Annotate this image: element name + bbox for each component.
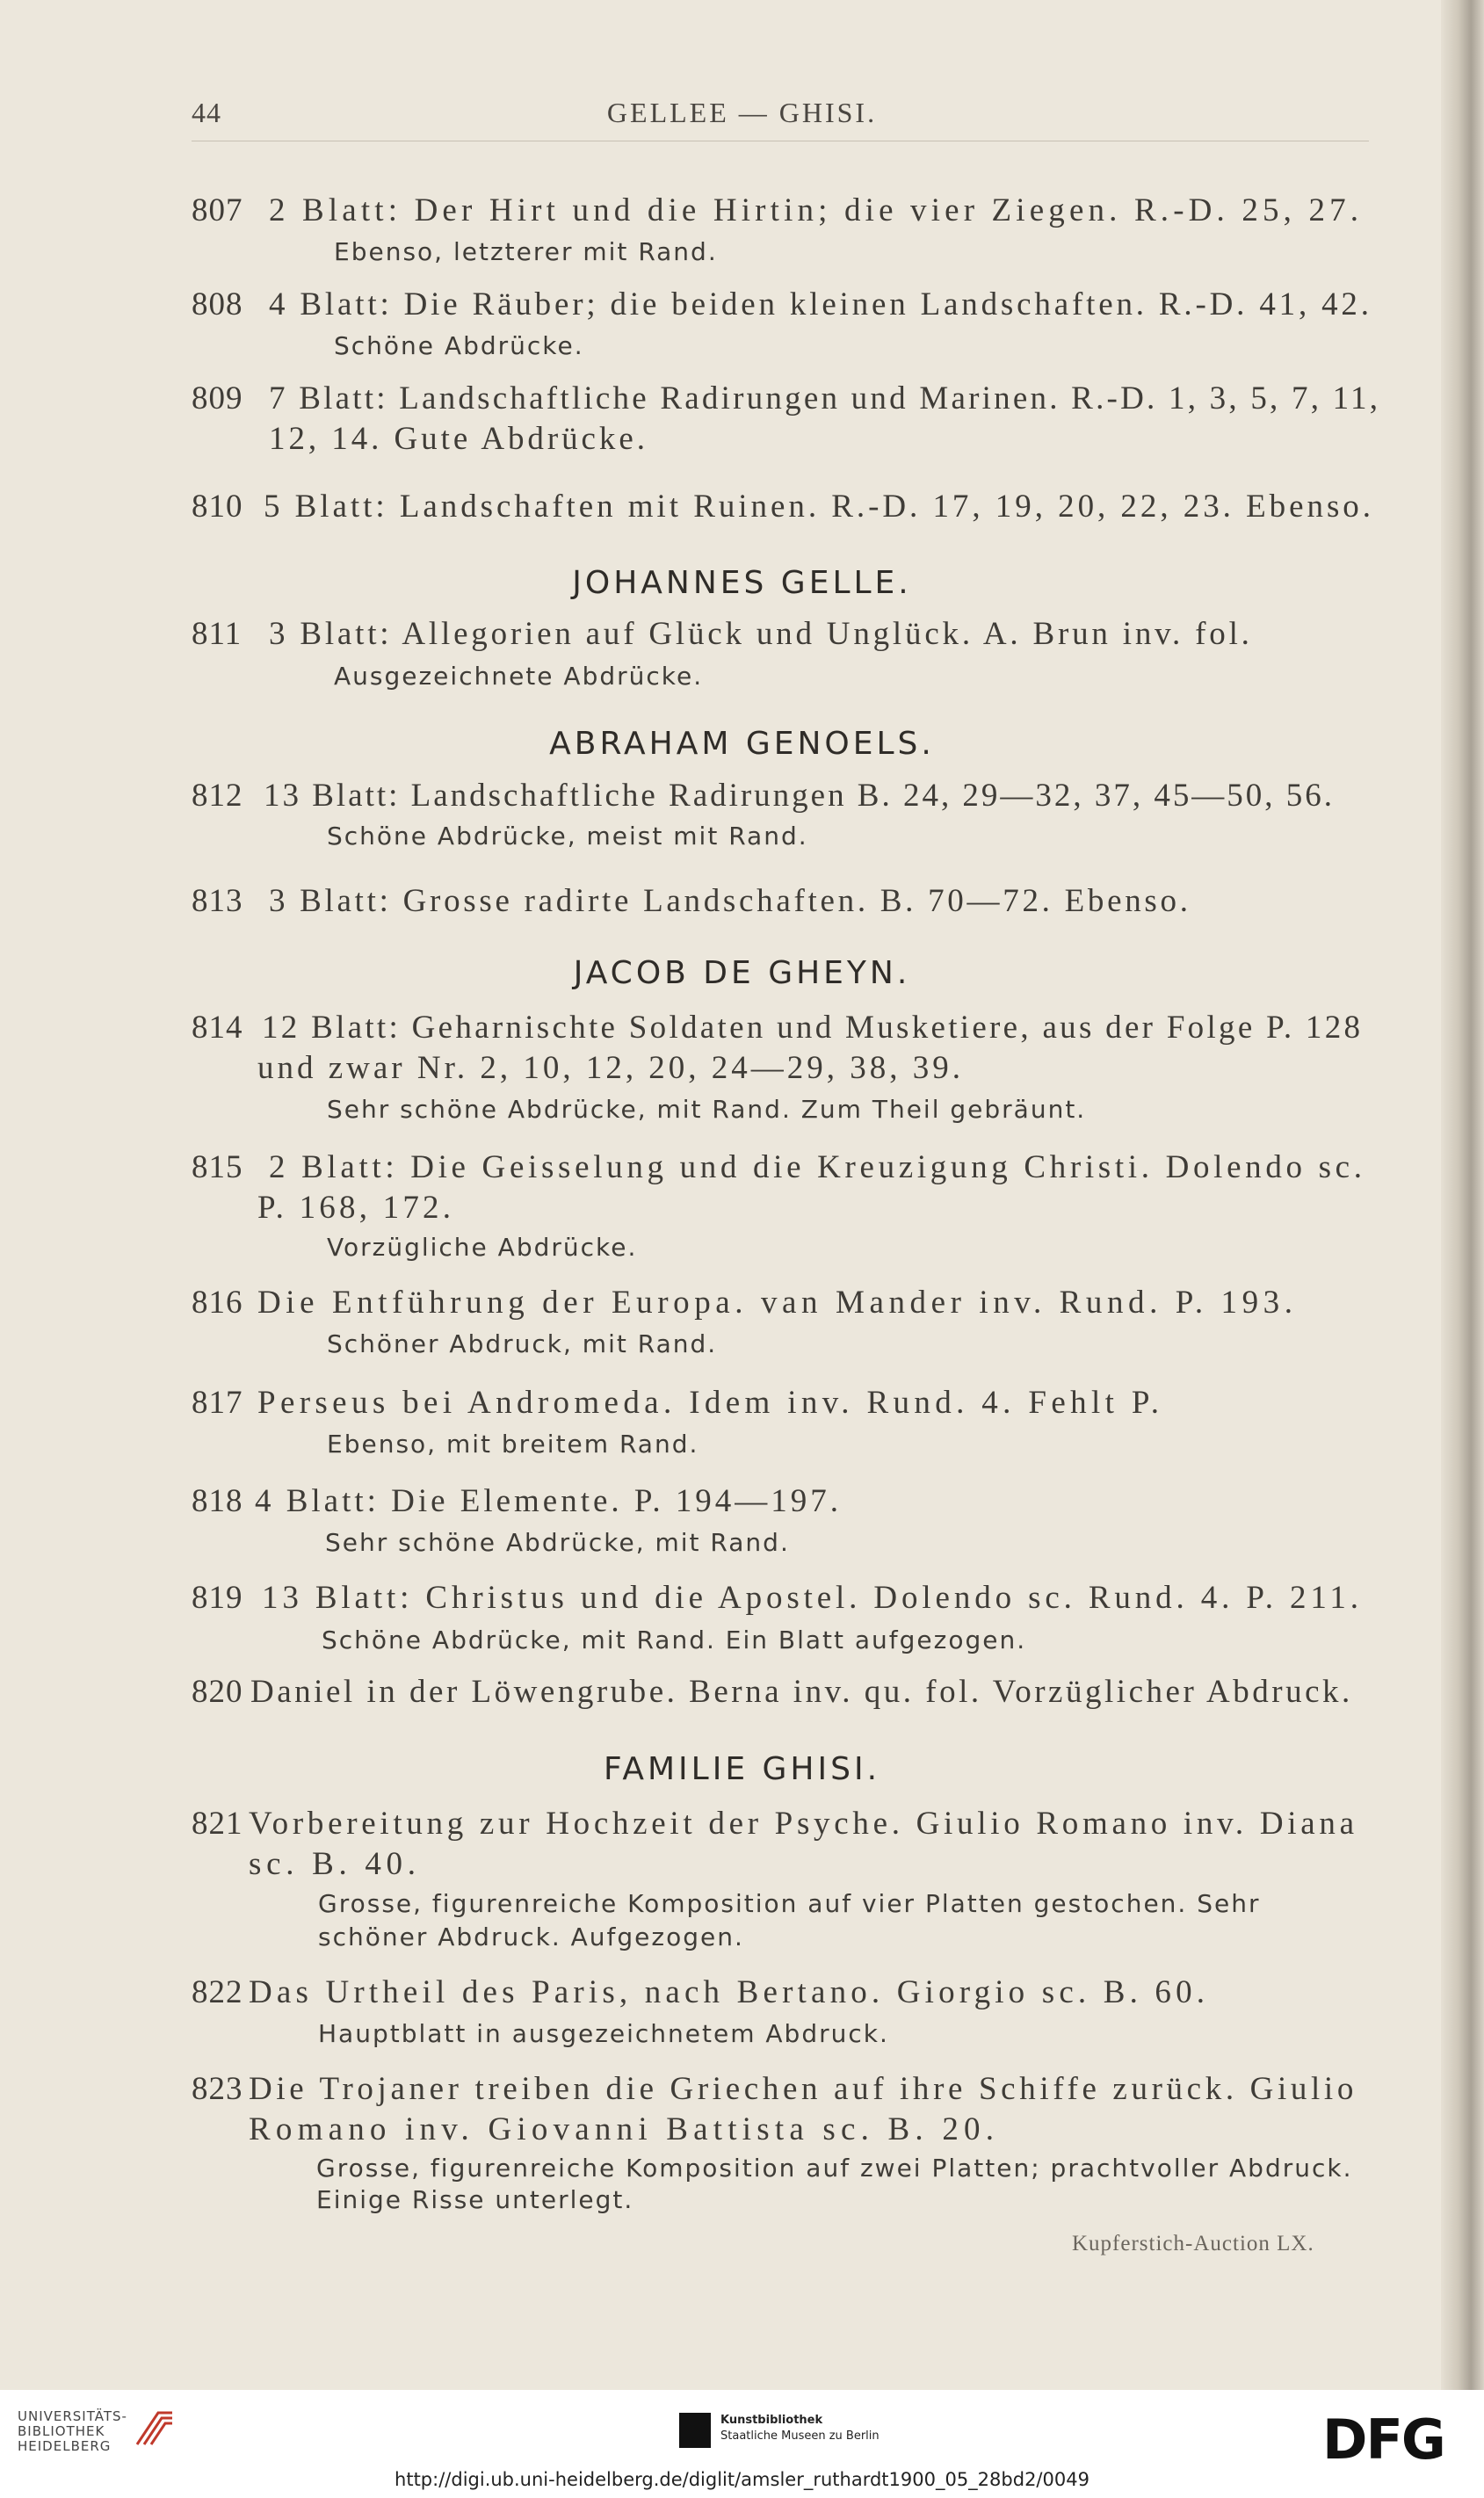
dfg-logo: DFG bbox=[1322, 2407, 1444, 2472]
entry-text-line: 5 Blatt: Landschaften mit Ruinen. R.-D. 17, 19, 20, 22, 23. Ebenso. bbox=[264, 489, 1374, 525]
entry-text-line: 2 Blatt: Die Geisselung und die Kreuzigung Christi. Dolendo sc. bbox=[269, 1149, 1366, 1185]
entry-text-line: 4 Blatt: Die Elemente. P. 194—197. bbox=[255, 1483, 842, 1519]
entry-text-line: 3 Blatt: Grosse radirte Landschaften. B. 70—72. Ebenso. bbox=[269, 883, 1191, 919]
entry-number: 820 bbox=[192, 1674, 243, 1710]
ub-line: HEIDELBERG bbox=[18, 2438, 112, 2454]
entry-note: Schöner Abdruck, mit Rand. bbox=[327, 1329, 718, 1358]
entry-note: schöner Abdruck. Aufgezogen. bbox=[318, 1922, 744, 1951]
entry-text-line: 12 Blatt: Geharnischte Soldaten und Musketiere, aus der Folge P. 128 bbox=[262, 1010, 1364, 1046]
entry-text-line: Daniel in der Löwengrube. Berna inv. qu. fol. Vorzüglicher Abdruck. bbox=[250, 1674, 1353, 1710]
running-title: GELLEE — GHISI. bbox=[606, 97, 878, 128]
entry-text-line: 7 Blatt: Landschaftliche Radirungen und Marinen. R.-D. 1, 3, 5, 7, 11, bbox=[269, 380, 1381, 416]
entry-text-line: Perseus bei Andromeda. Idem inv. Rund. 4. Fehlt P. bbox=[257, 1385, 1164, 1421]
entry-number: 816 bbox=[192, 1285, 243, 1321]
ub-heidelberg-logo-icon bbox=[132, 2406, 177, 2451]
entry-note: Vorzügliche Abdrücke. bbox=[327, 1233, 638, 1262]
section-heading-genoels: ABRAHAM GENOELS. bbox=[549, 726, 935, 762]
entry-text-line: 13 Blatt: Christus und die Apostel. Dolendo sc. Rund. 4. P. 211. bbox=[262, 1580, 1363, 1616]
entry-note: Ebenso, letzterer mit Rand. bbox=[334, 237, 718, 266]
entry-number: 811 bbox=[192, 616, 243, 652]
kunstbibliothek-logo-icon bbox=[679, 2413, 711, 2448]
kb-subtitle: Staatliche Museen zu Berlin bbox=[720, 2429, 880, 2443]
section-heading-gheyn: JACOB DE GHEYN. bbox=[573, 955, 911, 991]
entry-note: Schöne Abdrücke, meist mit Rand. bbox=[327, 822, 808, 851]
kb-title: Kunstbibliothek bbox=[720, 2414, 823, 2427]
entry-number: 814 bbox=[192, 1010, 243, 1046]
entry-text-line: P. 168, 172. bbox=[257, 1190, 455, 1226]
entry-text-line: sc. B. 40. bbox=[249, 1846, 421, 1882]
entry-text-line: 2 Blatt: Der Hirt und die Hirtin; die vier Ziegen. R.-D. 25, 27. bbox=[269, 192, 1364, 228]
entry-note: Ausgezeichnete Abdrücke. bbox=[334, 662, 704, 691]
entry-text-line: Romano inv. Giovanni Battista sc. B. 20. bbox=[249, 2111, 1000, 2147]
entry-text-line: 3 Blatt: Allegorien auf Glück und Unglück. A. Brun inv. fol. bbox=[269, 616, 1253, 652]
entry-number: 822 bbox=[192, 1974, 243, 2010]
signature-mark: Kupferstich-Auction LX. bbox=[1072, 2232, 1314, 2255]
entry-number: 809 bbox=[192, 380, 243, 416]
entry-number: 815 bbox=[192, 1149, 243, 1185]
entry-number: 810 bbox=[192, 489, 243, 525]
entry-note: Schöne Abdrücke. bbox=[334, 331, 584, 360]
entry-number: 813 bbox=[192, 883, 243, 919]
entry-note: Sehr schöne Abdrücke, mit Rand. Zum Theil gebräunt. bbox=[327, 1095, 1087, 1124]
entry-number: 817 bbox=[192, 1385, 243, 1421]
ub-heidelberg-logo-text bbox=[18, 2409, 127, 2454]
ub-line: BIBLIOTHEK bbox=[18, 2423, 105, 2439]
entry-text-line: 13 Blatt: Landschaftliche Radirungen B. 24, 29—32, 37, 45—50, 56. bbox=[264, 778, 1335, 814]
entry-note: Einige Risse unterlegt. bbox=[316, 2185, 634, 2214]
entry-number: 819 bbox=[192, 1580, 243, 1616]
page-edge bbox=[1441, 0, 1484, 2390]
entry-text-line: 12, 14. Gute Abdrücke. bbox=[269, 421, 648, 457]
entry-note: Hauptblatt in ausgezeichnetem Abdruck. bbox=[318, 2019, 889, 2048]
ub-line: UNIVERSITÄTS- bbox=[18, 2408, 127, 2424]
entry-number: 808 bbox=[192, 286, 243, 322]
entry-number: 812 bbox=[192, 778, 243, 814]
section-heading-gelle: JOHANNES GELLE. bbox=[572, 565, 912, 601]
entry-number: 818 bbox=[192, 1483, 243, 1519]
entry-number: 807 bbox=[192, 192, 243, 228]
entry-text-line: und zwar Nr. 2, 10, 12, 20, 24—29, 38, 39. bbox=[257, 1050, 964, 1086]
entry-note: Grosse, figurenreiche Komposition auf vier Platten gestochen. Sehr bbox=[318, 1889, 1261, 1918]
source-url[interactable]: http://digi.ub.uni-heidelberg.de/diglit/amsler_ruthardt1900_05_28bd2/0049 bbox=[395, 2469, 1089, 2490]
entry-number: 823 bbox=[192, 2071, 243, 2107]
entry-text-line: Vorbereitung zur Hochzeit der Psyche. Giulio Romano inv. Diana bbox=[249, 1806, 1358, 1842]
entry-text-line: Die Entführung der Europa. van Mander inv. Rund. P. 193. bbox=[257, 1285, 1298, 1321]
entry-text-line: 4 Blatt: Die Räuber; die beiden kleinen Landschaften. R.-D. 41, 42. bbox=[269, 286, 1372, 322]
entry-note: Ebenso, mit breitem Rand. bbox=[327, 1430, 699, 1459]
kunstbibliothek-logo-text bbox=[720, 2413, 880, 2444]
footer bbox=[0, 2390, 1484, 2498]
entry-text-line: Die Trojaner treiben die Griechen auf ihre Schiffe zurück. Giulio bbox=[249, 2071, 1357, 2107]
page-number: 44 bbox=[192, 97, 221, 128]
entry-number: 821 bbox=[192, 1806, 243, 1842]
entry-note: Grosse, figurenreiche Komposition auf zwei Platten; prachtvoller Abdruck. bbox=[316, 2154, 1353, 2183]
section-heading-ghisi: FAMILIE GHISI. bbox=[603, 1751, 881, 1787]
entry-note: Sehr schöne Abdrücke, mit Rand. bbox=[325, 1528, 790, 1557]
entry-text-line: Das Urtheil des Paris, nach Bertano. Giorgio sc. B. 60. bbox=[249, 1974, 1210, 2010]
entry-note: Schöne Abdrücke, mit Rand. Ein Blatt aufgezogen. bbox=[322, 1626, 1027, 1654]
